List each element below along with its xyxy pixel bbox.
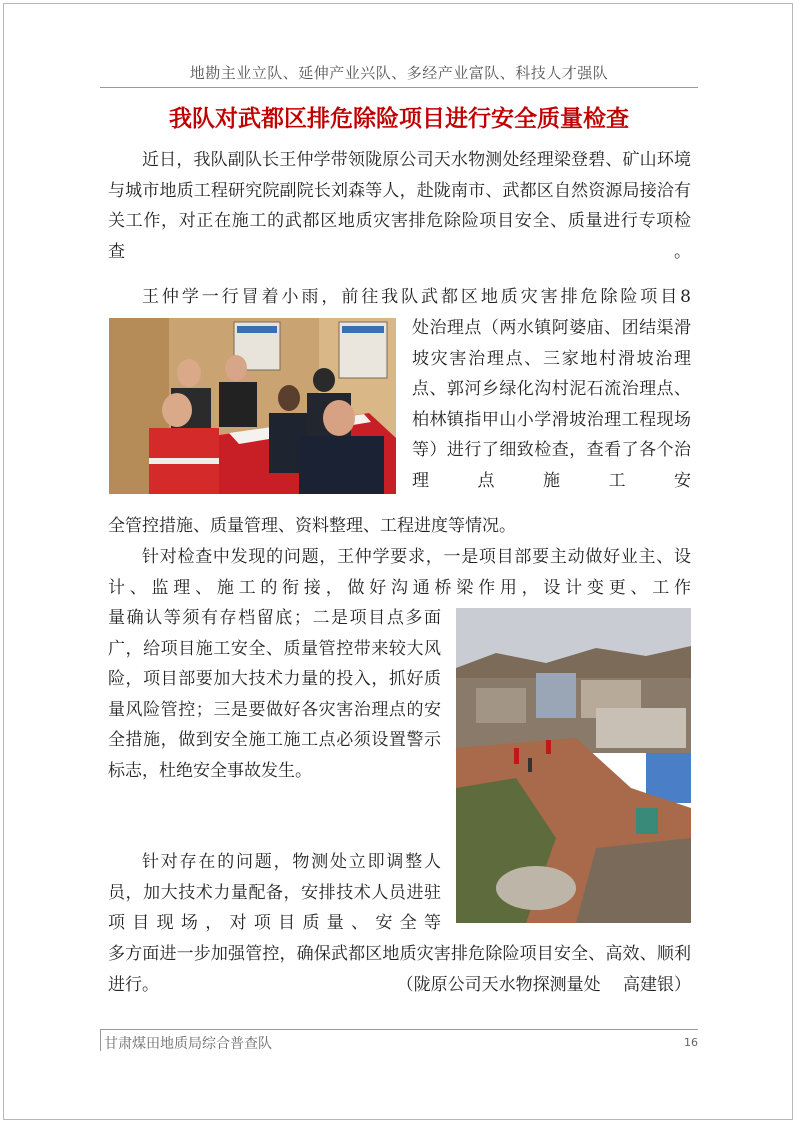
paragraph-3-wrap: 量确认等须有存档留底；二是项目点多面广，给项目施工安全、质量管控带来较大风险，项目部要加大技术力量的投入，抓好质量风险管控；三是要做好各灾害治理点的安全措施，做到安全施工施工点必须设置警示标志，杜绝安全事故发生。 [108, 608, 441, 781]
author-signature: （陇原公司天水物探测量处 高建银） [396, 974, 691, 995]
footer-divider [100, 1029, 698, 1030]
meeting-photo [109, 318, 396, 494]
paragraph-2-end: 全管控措施、质量管理、资料整理、工程进度等情况。 [108, 516, 516, 536]
header-divider [100, 87, 698, 88]
site-photo [456, 608, 691, 923]
paragraph-2-wrap: 处治理点（两水镇阿婆庙、团结渠滑坡灾害治理点、三家地村滑坡治理点、郭河乡绿化沟村泥石流治理点、柏林镇指甲山小学滑坡治理工程现场等）进行了细致检查，查看了各个治理点施工安 [412, 318, 691, 491]
paragraph-1: 近日，我队副队长王仲学带领陇原公司天水物测处经理梁登碧、矿山环境与城市地质工程研究院副院长刘森等人，赴陇南市、武都区自然资源局接洽有关工作，对正在施工的武都区地质灾害排危除险项目安全、质量进行专项检查。 [108, 150, 691, 262]
footer-left-bar [100, 1029, 101, 1051]
paragraph-3-start: 针对检查中发现的问题，王仲学要求，一是项目部要主动做好业主、设计、监理、施工的衔接，做好沟通桥梁作用，设计变更、工作 [108, 547, 691, 598]
footer-organization: 甘肃煤田地质局综合普查队 [104, 1036, 272, 1052]
paragraph-4-body: 多方面进一步加强管控，确保武都区地质灾害排危除险项目安全、高效、顺利进行。 [108, 944, 691, 995]
paragraph-4-start: 针对存在的问题，物测处立即调整人员，加大技术力量配备，安排技术人员进驻项目现场，对项目质量、安全等 [108, 852, 441, 933]
article-title: 我队对武都区排危除险项目进行安全质量检查 [169, 105, 629, 132]
paragraph-2-start: 王仲学一行冒着小雨，前往我队武都区地质灾害排危除险项目8 [142, 287, 691, 307]
page-header-slogan: 地勘主业立队、延伸产业兴队、多经产业富队、科技人才强队 [189, 64, 609, 82]
page-number: 16 [684, 1036, 698, 1049]
paragraph-4-end [108, 939, 691, 1000]
